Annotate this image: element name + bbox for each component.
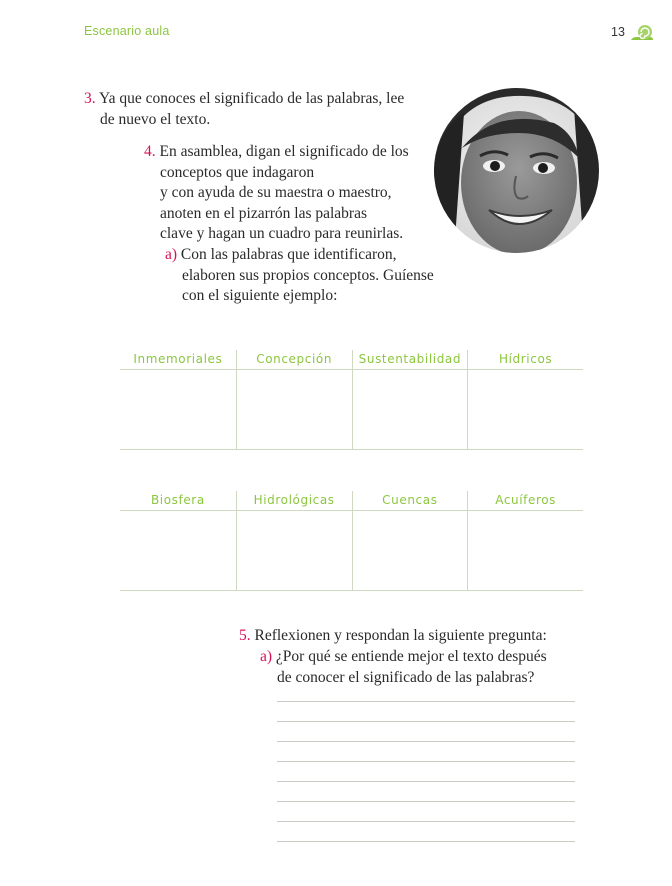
concept-table-1 [120,350,583,450]
table-divider [120,369,583,370]
question-3 [84,89,404,130]
subitem-text: con el siguiente ejemplo: [182,287,338,304]
student-portrait-photo [434,88,599,253]
answer-line[interactable] [277,701,575,702]
question-number: 5. [239,627,251,644]
answer-line[interactable] [277,781,575,782]
question-text: conceptos que indagaron [160,163,315,181]
answer-line[interactable] [277,801,575,802]
column-header: Biosfera [150,493,205,507]
table-column [467,491,583,591]
column-header: Inmemoriales [133,352,223,366]
column-header: Hídricos [499,352,553,366]
answer-line[interactable] [277,761,575,762]
subitem-text: de conocer el significado de las palabras? [277,668,535,686]
question-text: Reflexionen y respondan la siguiente pregunta: [254,627,547,644]
question-4a [165,245,434,307]
subitem-text: Con las palabras que identificaron, [180,246,397,263]
answer-line[interactable] [277,741,575,742]
question-text: Ya que conoces el significado de las palabras, lee [98,90,405,107]
concept-table-2 [120,491,583,591]
table-divider [120,449,583,450]
section-label: Escenario aula [84,24,170,38]
snail-icon [630,22,654,42]
table-column [120,350,236,450]
column-header: Cuencas [382,493,438,507]
answer-line[interactable] [277,721,575,722]
column-header: Sustentabilidad [358,352,462,366]
table-column [120,491,236,591]
question-number: 4. [144,143,156,160]
column-header: Acuíferos [495,493,557,507]
table-divider [120,590,583,591]
question-text: En asamblea, digan el significado de los [159,143,409,160]
question-text: anoten en el pizarrón las palabras [160,204,368,222]
question-text: clave y hagan un cuadro para reunirlas. [160,225,404,242]
column-header: Hidrológicas [253,493,335,507]
question-text: y con ayuda de su maestra o maestro, [160,184,392,201]
question-5a [260,647,547,688]
subitem-text: elaboren sus propios conceptos. Guíense [182,266,434,284]
table-divider [120,510,583,511]
answer-line[interactable] [277,841,575,842]
subitem-text: ¿Por qué se entiende mejor el texto después [275,648,547,665]
table-column [352,350,468,450]
subitem-letter: a) [165,246,178,263]
page-number: 13 [611,25,625,39]
answer-line[interactable] [277,821,575,822]
table-column [236,350,352,450]
table-column [236,491,352,591]
table-column [467,350,583,450]
column-header: Concepción [256,352,333,366]
subitem-letter: a) [260,648,273,665]
question-text: de nuevo el texto. [100,110,211,128]
question-number: 3. [84,90,96,107]
question-5 [239,626,547,647]
question-4 [144,142,409,245]
table-column [352,491,468,591]
